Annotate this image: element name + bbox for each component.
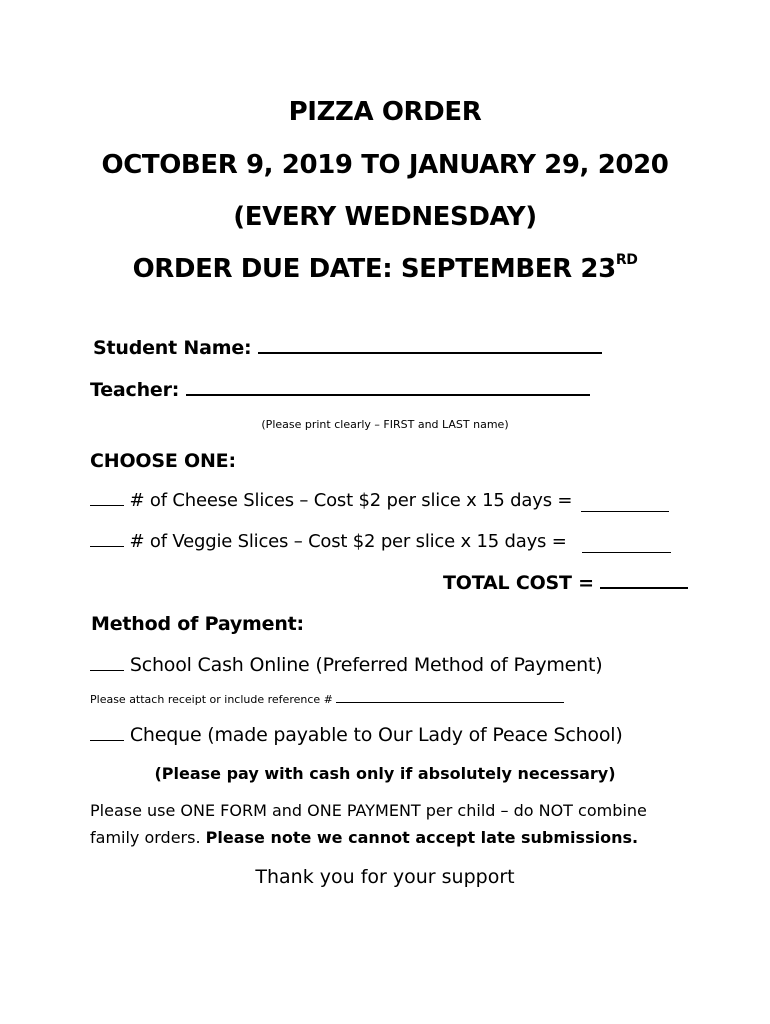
choose-one-heading: CHOOSE ONE:: [90, 450, 236, 472]
due-date-text: ORDER DUE DATE: SEPTEMBER 23: [132, 254, 616, 284]
online-note-row: [90, 693, 564, 706]
cheese-quantity-field[interactable]: [90, 504, 124, 506]
veggie-option-label: # of Veggie Slices – Cost $2 per slice x 15 days =: [129, 531, 567, 552]
veggie-option-row: [90, 531, 567, 552]
veggie-cost-field[interactable]: [582, 551, 671, 553]
print-note: (Please print clearly – FIRST and LAST name): [261, 418, 509, 431]
teacher-field[interactable]: [186, 393, 590, 396]
total-cost-field[interactable]: [600, 586, 688, 589]
date-range: OCTOBER 9, 2019 TO JANUARY 29, 2020: [101, 150, 669, 180]
payment-heading: Method of Payment:: [91, 613, 304, 635]
footer-line-1: Please use ONE FORM and ONE PAYMENT per child – do NOT combine: [90, 801, 647, 820]
online-payment-label: School Cash Online (Preferred Method of Payment): [129, 654, 603, 676]
cheque-payment-label: Cheque (made payable to Our Lady of Peace School): [129, 724, 623, 746]
student-name-row: [93, 337, 602, 359]
cheque-payment-checkbox[interactable]: [90, 739, 124, 741]
due-date: [0, 254, 770, 284]
payment-cheque-row: [90, 724, 623, 746]
total-cost-row: [443, 572, 688, 594]
teacher-label: Teacher:: [90, 379, 180, 401]
student-name-label: Student Name:: [93, 337, 252, 359]
page-title: PIZZA ORDER: [288, 97, 482, 127]
frequency: (EVERY WEDNESDAY): [233, 202, 537, 232]
cheese-cost-field[interactable]: [581, 510, 669, 512]
payment-online-row: [90, 654, 602, 676]
due-date-suffix: RD: [615, 252, 638, 268]
cheese-option-row: [90, 490, 572, 511]
late-submission-note: Please note we cannot accept late submissions.: [205, 828, 639, 847]
cheese-option-label: # of Cheese Slices – Cost $2 per slice x 15 days =: [129, 490, 573, 511]
teacher-row: [90, 379, 590, 401]
cash-note: (Please pay with cash only if absolutely necessary): [154, 764, 616, 783]
online-reference-label: Please attach receipt or include reference #: [90, 693, 333, 706]
student-name-field[interactable]: [258, 351, 602, 354]
footer-line-2: [90, 828, 638, 847]
veggie-quantity-field[interactable]: [90, 545, 124, 547]
thank-you-note: Thank you for your support: [255, 866, 515, 888]
reference-number-field[interactable]: [336, 701, 564, 703]
online-payment-checkbox[interactable]: [90, 669, 124, 671]
footer-line-2-text: family orders.: [90, 828, 206, 847]
total-cost-label: TOTAL COST =: [443, 572, 594, 594]
